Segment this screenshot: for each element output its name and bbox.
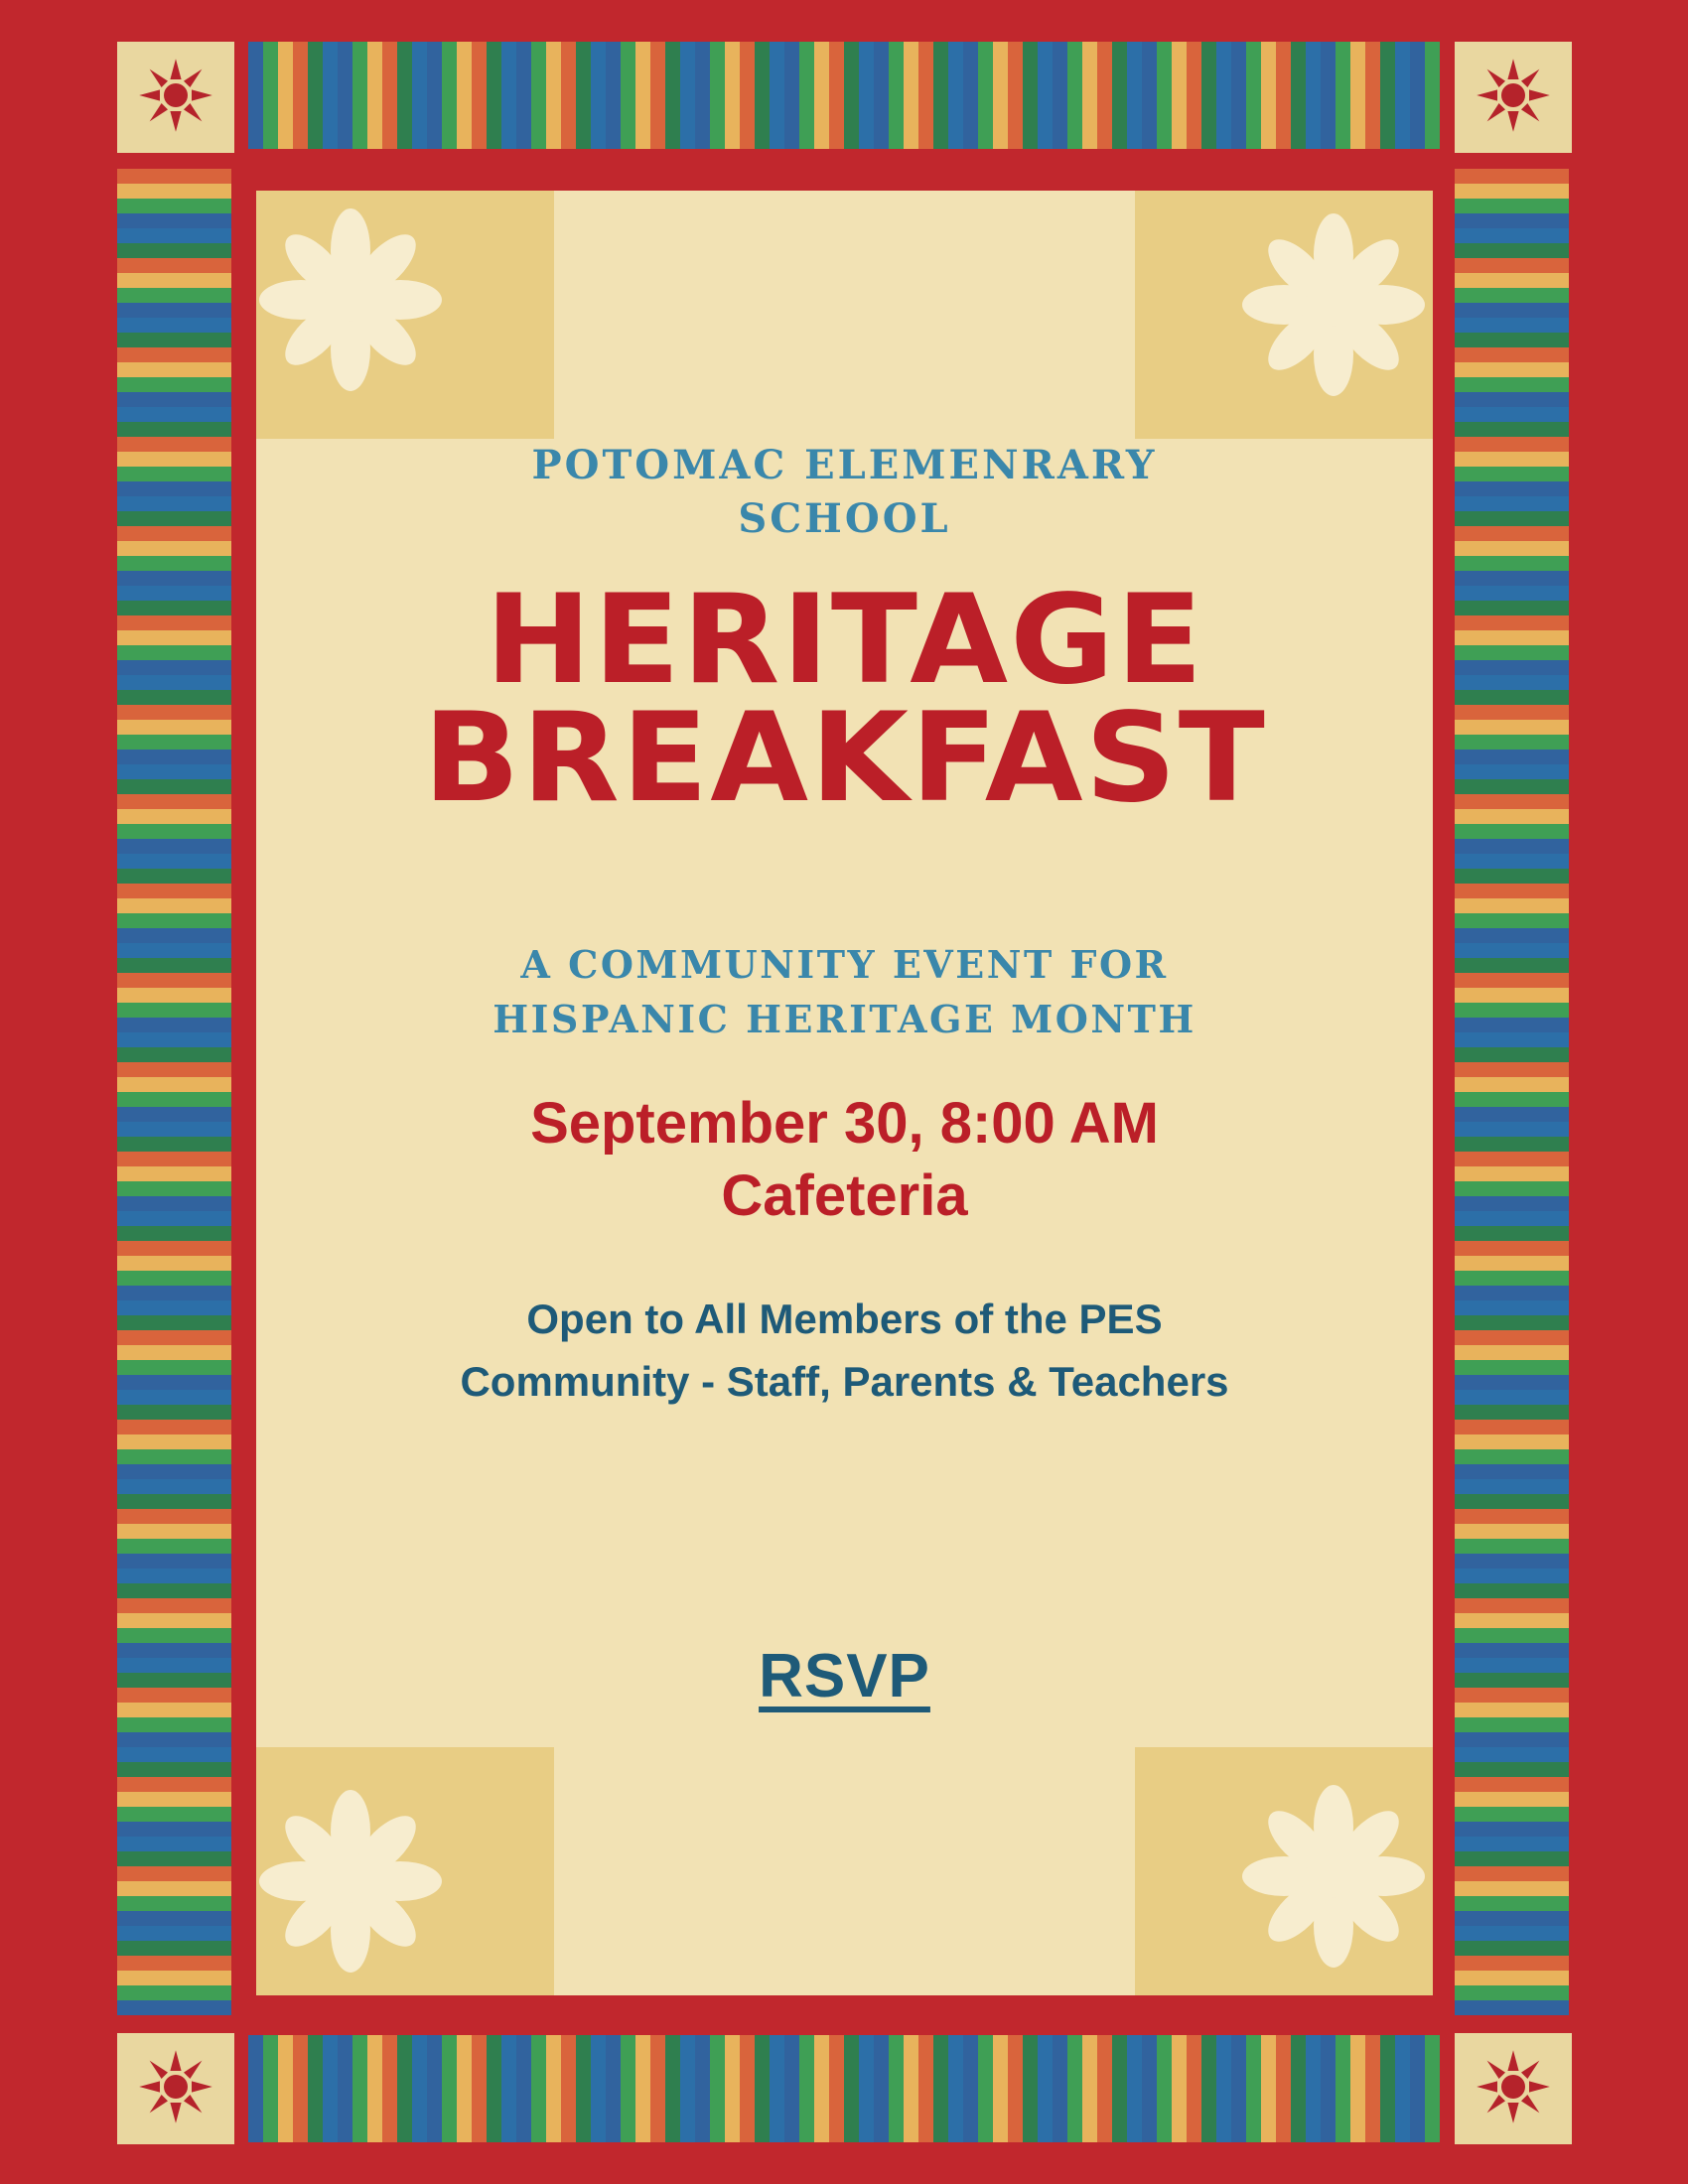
sun-icon — [1474, 2047, 1553, 2131]
woven-border-left — [117, 169, 231, 2015]
sun-icon — [1474, 56, 1553, 140]
event-subtitle — [438, 937, 1252, 1046]
headline-line-2: BREAKFAST — [422, 687, 1267, 831]
sun-icon — [136, 56, 215, 140]
papel-picado-bottom-right — [1135, 1747, 1433, 1995]
woven-border-top — [248, 42, 1440, 149]
flyer-panel — [256, 191, 1433, 1995]
event-audience: Open to All Members of the PES Community - Staff, Parents & Teachers — [460, 1296, 1229, 1406]
headline-line-1: HERITAGE — [485, 569, 1204, 712]
subtitle-line-1: A COMMUNITY EVENT FOR — [520, 942, 1169, 988]
page-title — [334, 569, 1356, 831]
rsvp-link[interactable]: RSVP — [759, 1642, 930, 1711]
subtitle-line-2: HISPANIC HERITAGE MONTH — [492, 997, 1196, 1042]
corner-tile-bottom-right — [1455, 2033, 1572, 2144]
school-name: POTOMAC ELEMENRARY SCHOOL — [531, 442, 1158, 542]
woven-border-right — [1455, 169, 1569, 2015]
event-location: Cafeteria — [721, 1162, 968, 1228]
flyer-content — [256, 191, 1433, 1711]
corner-tile-top-right — [1455, 42, 1572, 153]
papel-picado-bottom-left — [256, 1747, 554, 1995]
event-details — [398, 1088, 1292, 1232]
corner-tile-top-left — [117, 42, 234, 153]
woven-border-bottom — [248, 2035, 1440, 2142]
event-date-time: September 30, 8:00 AM — [530, 1091, 1159, 1157]
sun-icon — [136, 2047, 215, 2131]
corner-tile-bottom-left — [117, 2033, 234, 2144]
